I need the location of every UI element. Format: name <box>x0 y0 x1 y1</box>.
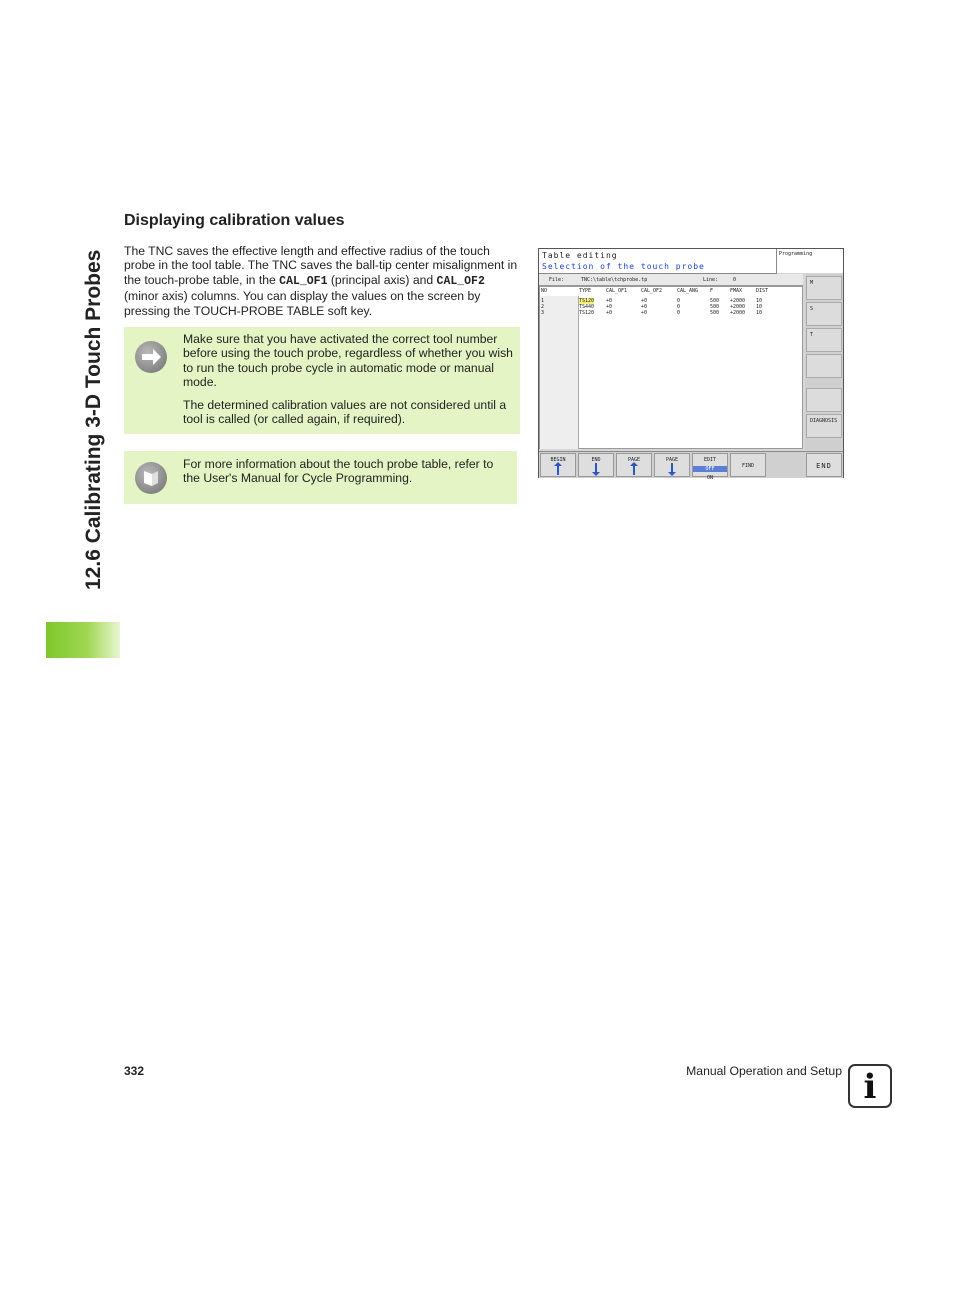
side-softkey-m[interactable] <box>806 276 842 300</box>
screen-header <box>539 249 777 274</box>
col-header: CAL_ANG <box>677 288 699 294</box>
col-header: CAL_OF1 <box>606 288 628 294</box>
note-text: For more information about the touch probe table, refer to the User's Manual for Cycle Programming. <box>183 457 494 486</box>
screen-title: Table editing <box>542 251 618 260</box>
softkey-edit[interactable] <box>692 453 728 481</box>
screen-subtitle: Selection of the touch probe <box>542 262 705 271</box>
side-softkey-label: S <box>810 306 814 312</box>
body-text-part: The TNC saves the effective length and effective radius of the touch probe in the tool table. The TNC saves the ball-tip center misalignment in the touch-probe table, in the <box>124 244 518 287</box>
screen-mode <box>777 249 843 273</box>
softkey-page-up[interactable] <box>616 453 652 477</box>
note-text-2: The determined calibration values are not considered until a tool is called (or called again, if required). <box>183 398 507 427</box>
code-cal-of1: CAL_OF1 <box>279 274 328 288</box>
file-path: TNC:\table\tchprobe.tp <box>581 277 648 283</box>
edit-on-label: ON <box>706 475 714 481</box>
softkey-label: END <box>591 457 601 463</box>
softkey-label: EDIT <box>703 457 717 463</box>
softkey-label: END <box>816 462 832 470</box>
chapter-tab-marker <box>46 622 120 658</box>
line-value: 0 <box>733 277 737 283</box>
section-heading: Displaying calibration values <box>124 212 345 229</box>
table-cell[interactable]: +0 <box>606 304 613 310</box>
table-cell[interactable]: 3 <box>541 310 545 316</box>
softkey-end[interactable] <box>578 453 614 477</box>
table-cell[interactable]: TS440 <box>579 304 595 310</box>
table-cell[interactable]: 10 <box>756 310 763 316</box>
softkey-label: BEGIN <box>550 457 566 463</box>
softkey-find[interactable] <box>730 453 766 477</box>
arrow-up-icon <box>633 465 635 475</box>
side-softkey-empty[interactable] <box>806 354 842 378</box>
info-icon-glyph: i <box>863 1067 877 1107</box>
table-cell[interactable]: 500 <box>710 298 720 304</box>
table-cell[interactable]: 1 <box>541 298 545 304</box>
table-cell[interactable]: 2 <box>541 304 545 310</box>
probe-table <box>539 286 803 449</box>
important-note <box>124 327 520 434</box>
table-cell[interactable]: TS120 <box>579 310 595 316</box>
softkey-bar <box>539 451 843 481</box>
table-cell[interactable]: 500 <box>710 304 720 310</box>
note-text-1: Make sure that you have activated the correct tool number before using the touch probe, regardless of whether you wish to run the touch probe cycle in automatic mode or manual mode. <box>183 332 513 390</box>
chapter-title-text: 12.6 Calibrating 3-D Touch Probes <box>82 249 105 590</box>
col-header: CAL_OF2 <box>641 288 663 294</box>
side-softkey-s[interactable] <box>806 302 842 326</box>
softkey-label: FIND <box>741 463 755 469</box>
col-header: F <box>710 288 714 294</box>
col-header: TYPE <box>579 288 592 294</box>
page-number: 332 <box>124 1064 145 1078</box>
arrow-up-icon <box>557 465 559 475</box>
col-header: FMAX <box>730 288 743 294</box>
side-softkey-label: DIAGNOSIS <box>810 418 838 424</box>
arrow-down-icon <box>671 463 673 473</box>
manual-book-icon <box>135 462 167 494</box>
table-cell[interactable]: 10 <box>756 304 763 310</box>
body-text-part: (principal axis) and <box>327 272 437 287</box>
side-softkey-label: T <box>810 332 814 338</box>
softkey-label: PAGE <box>627 457 641 463</box>
table-cell[interactable]: +0 <box>641 298 648 304</box>
col-header: DIST <box>756 288 769 294</box>
info-note <box>124 451 517 504</box>
file-label: File: <box>549 277 565 283</box>
line-label: Line: <box>703 277 719 283</box>
side-softkey-t[interactable] <box>806 328 842 352</box>
table-cell[interactable]: +0 <box>606 298 613 304</box>
edit-off-label: OFF <box>693 466 727 472</box>
arrow-down-icon <box>595 463 597 473</box>
side-softkey-label: M <box>810 280 814 286</box>
side-softkey-panel <box>805 274 843 450</box>
mode-label: Programming <box>779 251 813 257</box>
table-cell[interactable]: 0 <box>677 310 681 316</box>
table-cell[interactable]: +0 <box>606 310 613 316</box>
code-cal-of2: CAL_OF2 <box>436 274 485 288</box>
chapter-side-title <box>80 212 110 592</box>
footer-title: Manual Operation and Setup <box>686 1064 842 1078</box>
body-text-part: (minor axis) columns. You can display the values on the screen by pressing the TOUCH-PROBE TABLE soft key. <box>124 289 481 318</box>
table-cell[interactable]: +0 <box>641 310 648 316</box>
side-softkey-empty[interactable] <box>806 388 842 412</box>
softkey-page-down[interactable] <box>654 453 690 477</box>
table-cell[interactable]: 500 <box>710 310 720 316</box>
table-cell[interactable]: +2000 <box>730 310 746 316</box>
info-icon <box>848 1064 892 1108</box>
body-paragraph <box>124 244 520 318</box>
table-cell[interactable]: 0 <box>677 298 681 304</box>
table-cell[interactable]: +2000 <box>730 304 746 310</box>
softkey-begin[interactable] <box>540 453 576 477</box>
table-cell[interactable]: TS120 <box>579 298 595 304</box>
softkey-label: PAGE <box>665 457 679 463</box>
table-cell[interactable]: +2000 <box>730 298 746 304</box>
col-header: NO <box>541 288 548 294</box>
softkey-end-exit[interactable] <box>806 453 842 477</box>
no-column <box>540 296 579 449</box>
tnc-screenshot <box>538 248 844 481</box>
side-softkey-diagnosis[interactable] <box>806 414 842 438</box>
arrow-right-icon <box>135 341 167 373</box>
table-cell[interactable]: 10 <box>756 298 763 304</box>
file-bar <box>539 274 803 286</box>
table-cell[interactable]: 0 <box>677 304 681 310</box>
table-cell[interactable]: +0 <box>641 304 648 310</box>
